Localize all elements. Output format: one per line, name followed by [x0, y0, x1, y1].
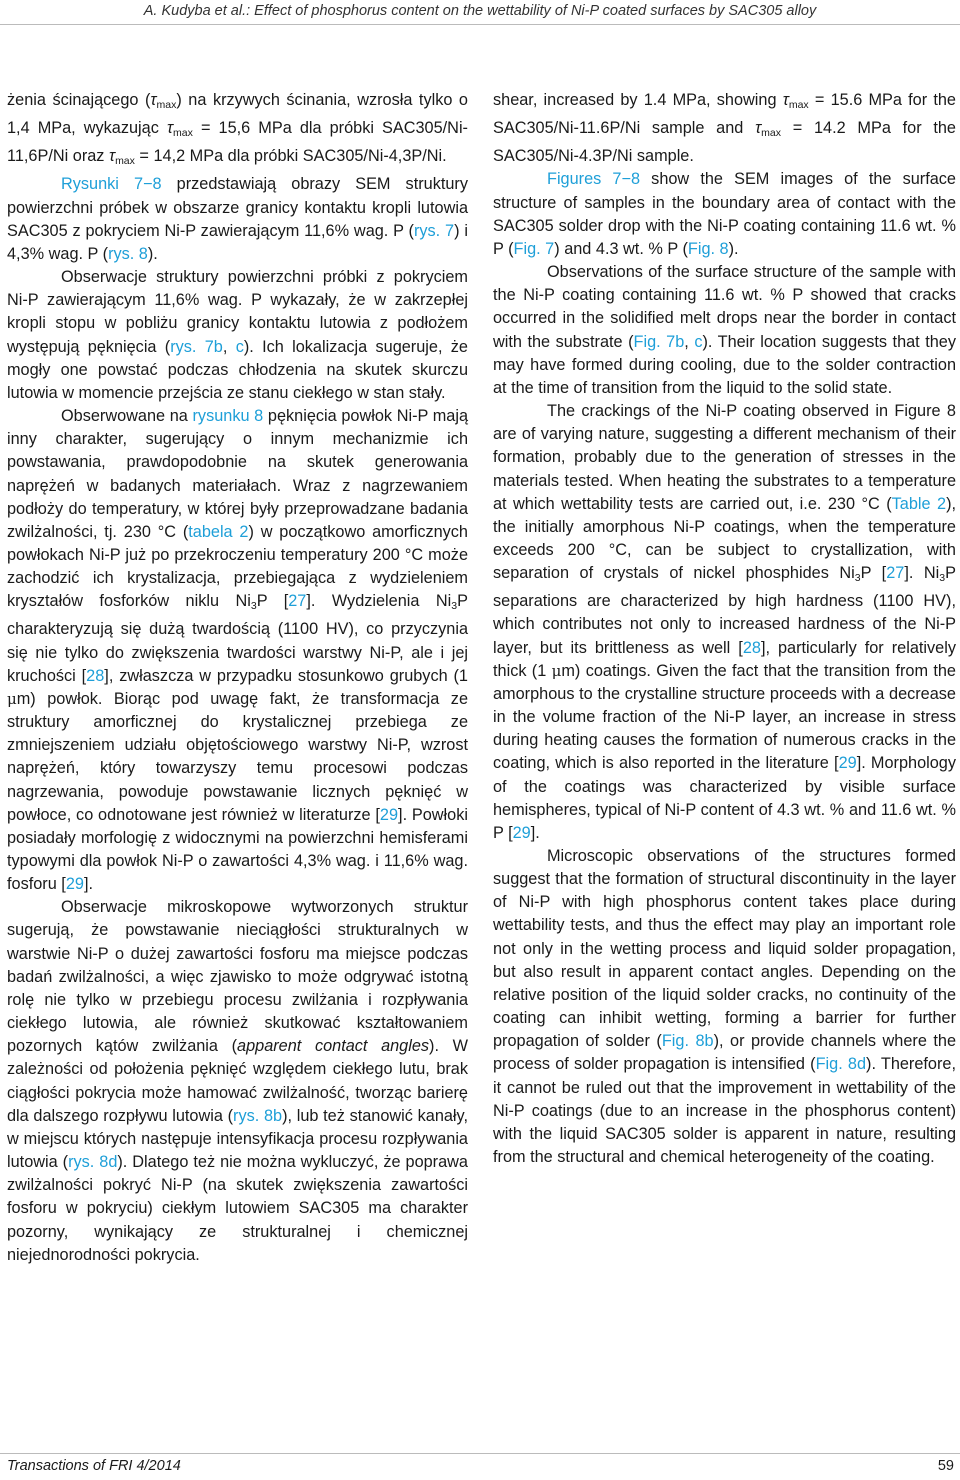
paragraph: Rysunki 7−8 przedstawiają obrazy SEM struktury powierzchni próbek w obszarze granicy kontaktu kropli lutowia SAC305 z pokryciem Ni-P zawierającym 11,6% wag. P (rys. 7) i 4,3% wag. P (rys. 8). — [7, 175, 468, 263]
figure-ref-link[interactable]: Fig. 7b — [633, 332, 685, 351]
paragraph: shear, increased by 1.4 MPa, showing $\tau_{max} = 15.6$ MPa for the SAC305/Ni-11.6P/Ni sample and $\tau_{max} = 14.2$ MPa for the SAC305/Ni-4.3P/Ni sample. — [493, 91, 956, 166]
paragraph: Obserwacje struktury powierzchni próbki z pokryciem Ni-P zawierającym 11,6% wag. P wykazały, że w zakrzepłej kropli stopu w pobliżu granicy kontaktu lutowia z podłożem występują pęknięcia (rys. 7b, c). Ich lokalizacja sugeruje, że mogły one powstać podczas chłodzenia na skutek skurczu lutowia w momencie przejścia ze stanu ciekłego w stan stały. — [7, 268, 468, 402]
figure-ref-link[interactable]: rys. 7 — [413, 221, 455, 240]
header-divider — [0, 24, 960, 25]
paragraph: Microscopic observations of the structures formed suggest that the formation of structural discontinuity in the layer of Ni-P with high phosphorus content takes place during wettability tests, and thus the effect may play an important role not only in the wetting process and liquid solder propagation, but also result in apparent contact angles. Depending on the relative position of the liquid solder cracks, no continuity of the coating can inhibit wetting, forming a barrier for further propagation of solder (Fig. 8b), or provide channels where the process of solder propagation is intensified (Fig. 8d). Therefore, it cannot be ruled out that the improvement in wettability of the Ni-P coatings (due to an increase in the phosphorus content) with the liquid SAC305 solder is apparent in nature, resulting from the structural and chemical heterogeneity of the coating. — [493, 847, 957, 1167]
paragraph: Obserwowane na rysunku 8 pęknięcia powłok Ni-P mają inny charakter, sugerujący o innym mechanizmie ich powstawania, prawdopodobnie na skutek generowania naprężeń w badanych materiałach. Wraz z nagrzewaniem podłoży do temperatury, w której były przeprowadzane badania zwilżalności, tj. 230 °C (tabela 2) w początkowo amorficznych powłokach Ni-P już po przekroczeniu temperatury 200 °C może zachodzić ich krystalizacja, przebiegająca z wydzieleniem kryształów fosforków niklu $Ni_3P$ [27]. Wydzielenia $Ni_3P$ charakteryzują się dużą twardością (1100 HV), co przyczynia się nie tylko do zwiększenia twardości warstwy Ni-P, ale i jej kruchości [28], zwłaszcza w przypadku stosunkowo grubych (1 μm) powłok. Biorąc pod uwagę fakt, że transformacja ze struktury amorficznej do krystalicznej przebiega ze zmniejszeniem udziału objętościowego warstwy Ni-P, wzrost naprężeń, który towarzyszy temu procesowi podczas nagrzewania, powoduje powstawanie licznych pęknięć w powłoce, co odnotowane jest również w literaturze [29]. Powłoki posiadały morfologię z widocznymi na powierzchni hemisferami typowymi dla powłok Ni-P o zawartości 4,3% wag. i 11,6% wag. fosforu [29]. — [7, 407, 469, 894]
citation-link[interactable]: 28 — [86, 666, 105, 685]
figure-ref-link[interactable]: rys. 8d — [68, 1153, 118, 1172]
figure-ref-link[interactable]: Fig. 8d — [815, 1055, 867, 1074]
citation-link[interactable]: 29 — [379, 805, 399, 824]
figure-ref-link[interactable]: rys. 8 — [108, 244, 148, 263]
paragraph: Observations of the surface structure of the sample with the Ni-P coating containing 11.6 wt. % P showed that cracks occurred in the solidified melt drops near the border in contact with the substrate (Fig. 7b, c). Their location suggests that they may have formed during cooling, due to the solder contraction at the time of transition from the liquid to the solid state. — [493, 263, 956, 397]
paragraph: The crackings of the Ni-P coating observed in Figure 8 are of varying nature, suggesting a different mechanism of their formation, probably due to the generation of stresses in the materials tested. When heating the substrates to a temperature at which wettability tests are carried out, i.e. 230 °C (Table 2), the initially amorphous Ni-P coatings, when the temperature exceeds 200 °C, can be subject to crystallization, with separation of crystals of nickel phosphides $Ni_3P$ [27]. $Ni_3P$ separations are characterized by high hardness (1100 HV), which contributes not only to increased hardness of the Ni-P layer, but its brittleness as well [28], particularly for relatively thick (1 μm) coatings. Given the fact that the transition from the amorphous to the crystalline structure proceeds with a decrease in the volume fraction of the Ni-P layer, an increase in stress during heating causes the formation of numerous cracks in the coating, which is also reported in the literature [29]. Morphology of the coatings was characterized by visible surface hemispheres, typical of Ni-P content of 4.3 wt. % and 11.6 wt. % P [29]. — [493, 402, 957, 842]
table-ref-link[interactable]: Table 2 — [891, 494, 947, 513]
page-number: 59 — [937, 1458, 954, 1474]
figure-ref-link[interactable]: Fig. 8b — [661, 1032, 714, 1051]
figure-ref-link[interactable]: rysunku 8 — [192, 407, 264, 426]
citation-link[interactable]: 29 — [512, 823, 531, 842]
figure-ref-link[interactable]: Fig. 8 — [687, 239, 729, 258]
figure-ref-link[interactable]: Rysunki 7−8 — [61, 175, 162, 194]
figure-ref-link[interactable]: rys. 7b — [170, 337, 223, 356]
citation-link[interactable]: 28 — [742, 638, 761, 657]
table-ref-link[interactable]: tabela 2 — [188, 522, 249, 541]
paragraph: żenia ścinającego $(\tau_{max})$ na krzywych ścinania, wzrosła tylko o 1,4 MPa, wykazując $\tau_{max} = 15,6$ MPa dla próbki SAC305/Ni-11,6P/Ni oraz $\tau_{max} = 14,2$ MPa dla próbki SAC305/Ni-4,3P/Ni. — [7, 91, 468, 168]
citation-link[interactable]: 27 — [886, 564, 905, 583]
running-header: A. Kudyba et al.: Effect of phosphorus content on the wettability of Ni-P coated surfaces by SAC305 alloy — [143, 3, 817, 19]
figure-ref-link[interactable]: Figures 7−8 — [547, 170, 641, 189]
journal-name: Transactions of FRI 4/2014 — [7, 1458, 181, 1474]
paragraph: Obserwacje mikroskopowe wytworzonych struktur sugerują, że powstawanie nieciągłości strukturalnych w warstwie Ni-P o dużej zawartości fosforu ma miejsce podczas badań zwilżalności, a więc zjawisko to może odgrywać istotną rolę nie tylko w przebiegu procesu zwilżania i rozpływania ciekłego lutowia, ale również skutkować kształtowaniem pozornych kątów zwilżania (apparent contact angles). W zależności od położenia pęknięć względem ciekłego lutu, brak ciągłości pokrycia może hamować zwilżalność, tworząc barierę dla dalszego rozpływu lutowia (rys. 8b), lub też stanowić kanały, w miejscu których następuje intensyfikacja procesu rozpływania lutowia (rys. 8d). Dlatego też nie można wykluczyć, że poprawa zwilżalności pokryć Ni-P (na skutek zwiększenia zawartości fosforu w pokryciu) ciekłym lutowiem SAC305 ma charakter pozorny, wynikający ze strukturalnej i chemicznej niejednorodności pokrycia. — [7, 898, 468, 1264]
figure-ref-link[interactable]: c — [694, 332, 703, 351]
citation-link[interactable]: 27 — [288, 592, 307, 611]
citation-link[interactable]: 29 — [65, 875, 84, 894]
paragraph: Figures 7−8 show the SEM images of the surface structure of samples in the boundary area of contact with the SAC305 solder drop with the Ni-P coating containing 11.6 wt. % P (Fig. 7) and 4.3 wt. % P (Fig. 8). — [493, 170, 956, 258]
right-column-english — [493, 89, 956, 1169]
left-column-polish — [7, 89, 468, 1267]
figure-ref-link[interactable]: rys. 8b — [233, 1106, 283, 1125]
footer-divider — [0, 1453, 960, 1454]
figure-ref-link[interactable]: c — [235, 337, 244, 356]
figure-ref-link[interactable]: Fig. 7 — [513, 239, 555, 258]
citation-link[interactable]: 29 — [838, 754, 857, 773]
